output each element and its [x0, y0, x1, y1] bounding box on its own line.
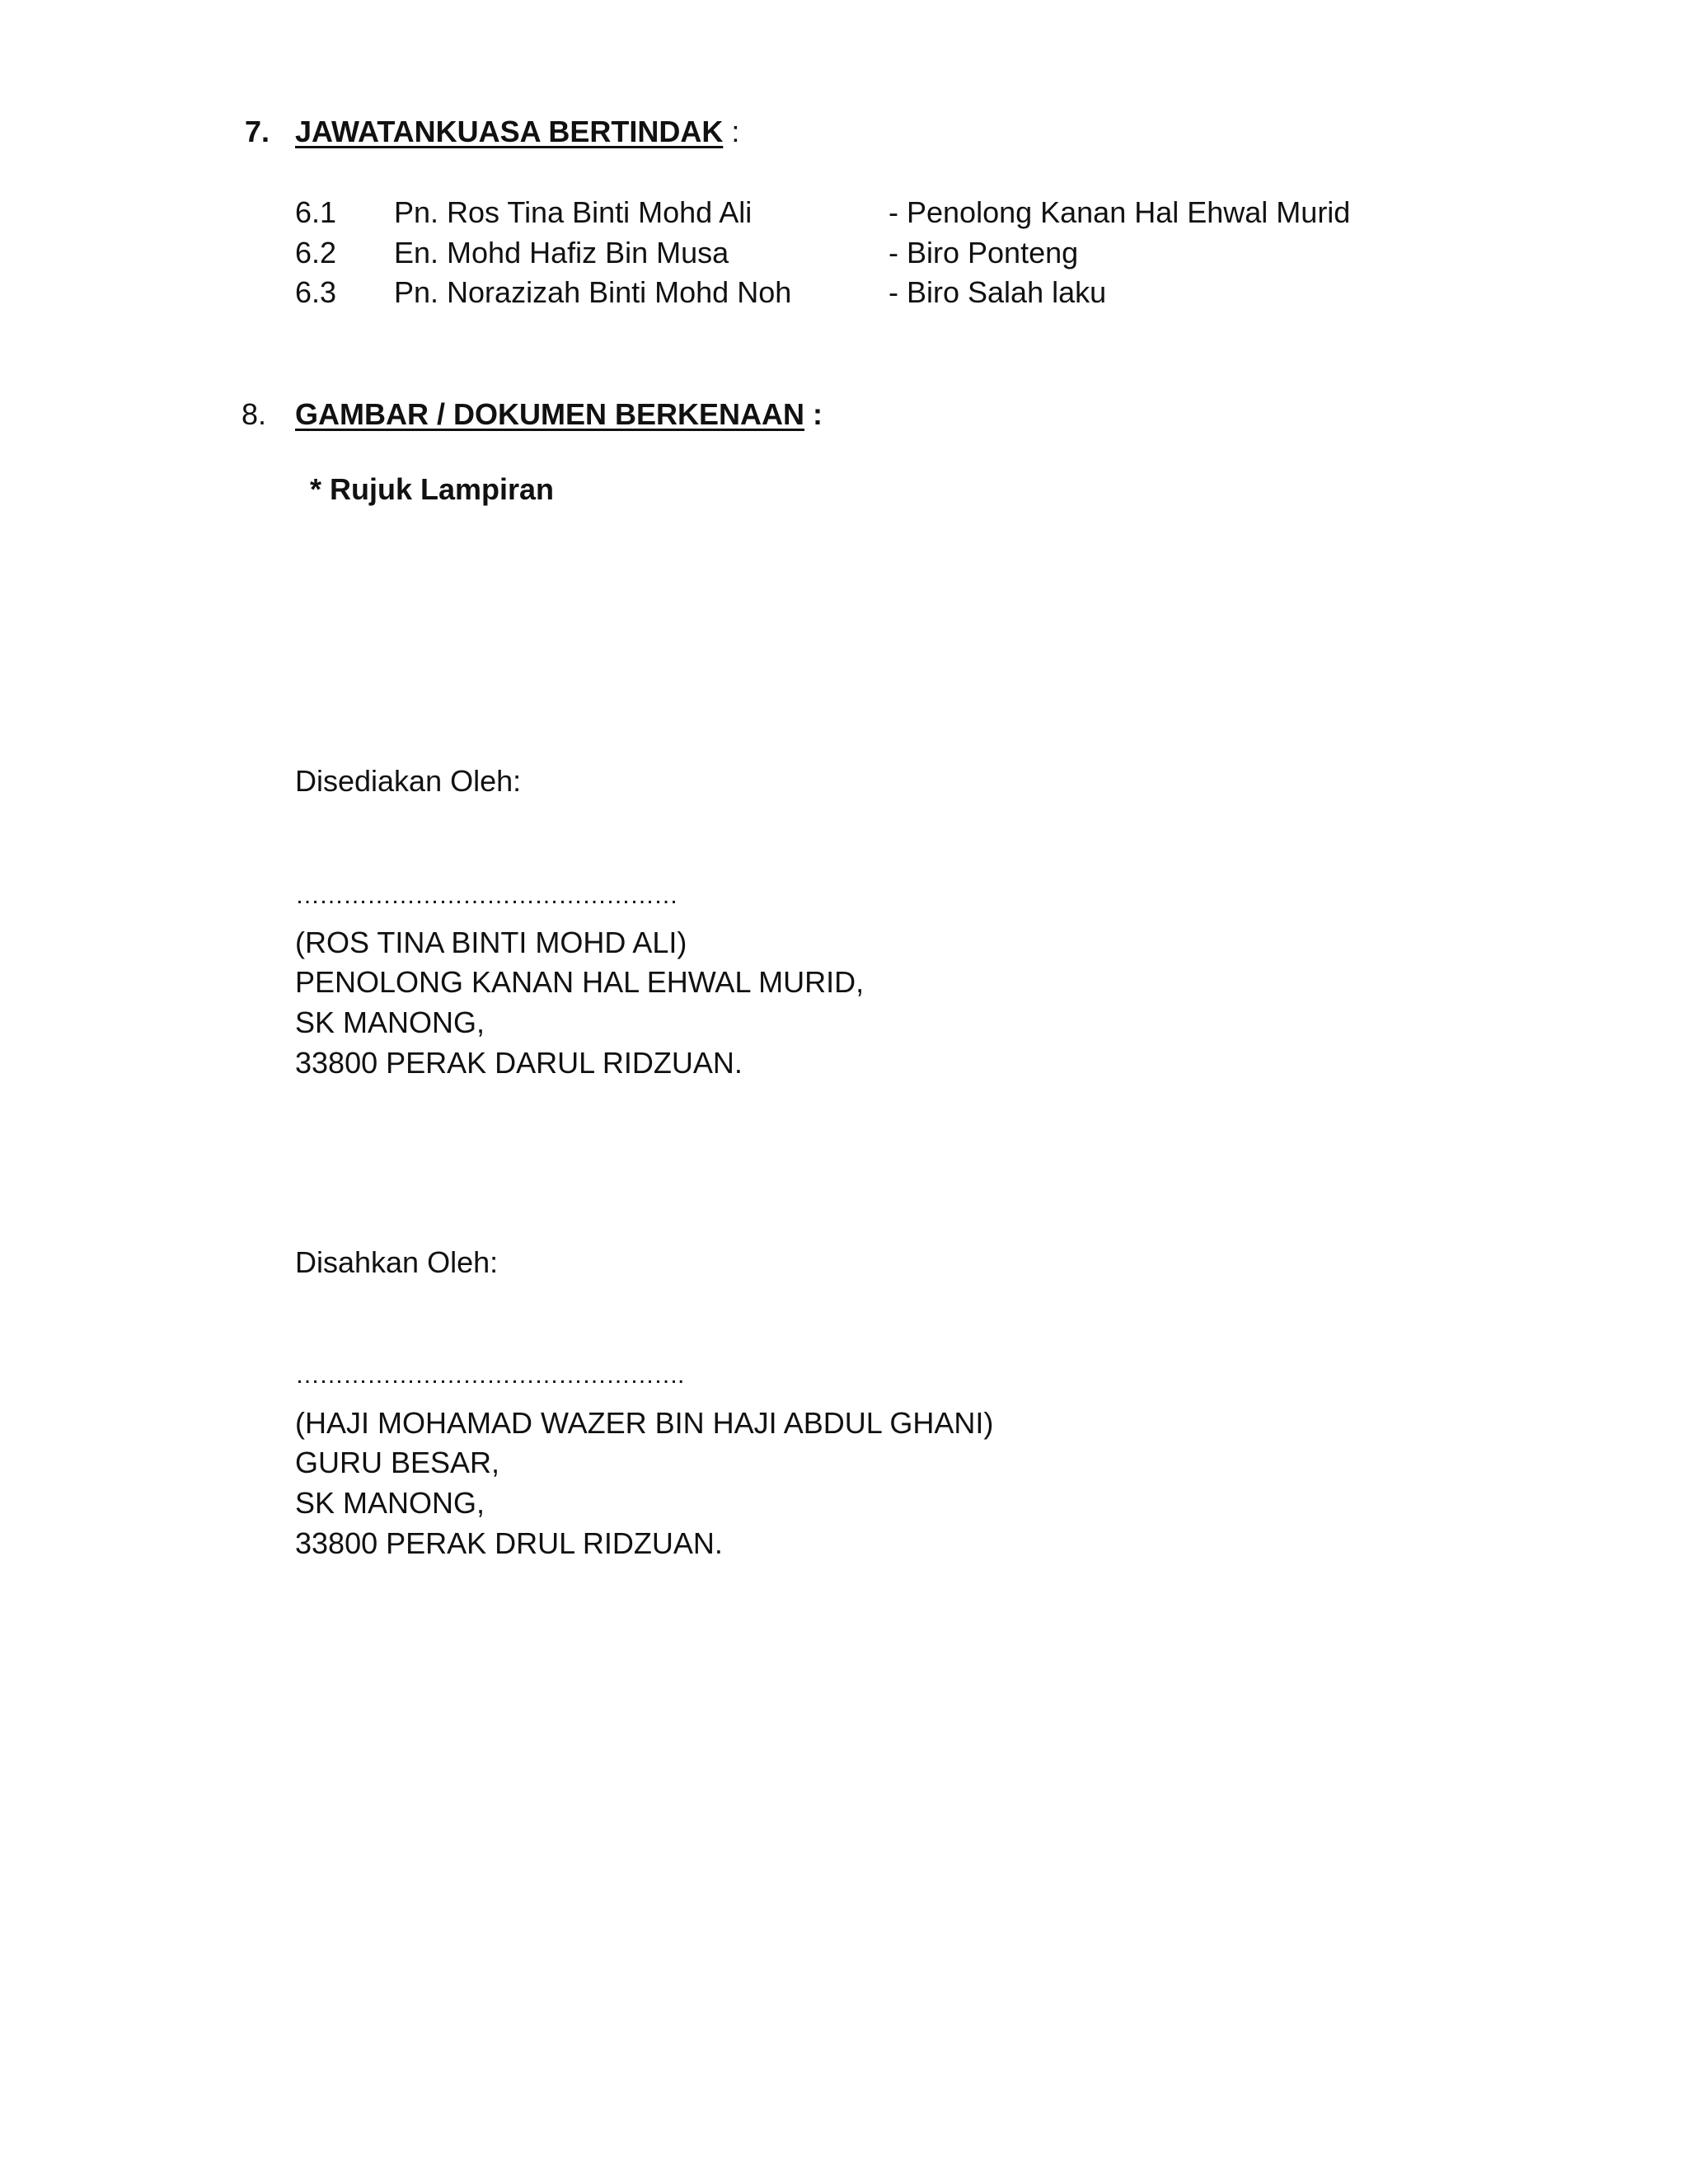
- approved-school: SK MANONG,: [295, 1486, 485, 1520]
- prepared-name: (ROS TINA BINTI MOHD ALI): [295, 926, 687, 959]
- attachment-note: * Rujuk Lampiran: [310, 472, 555, 506]
- prepared-signature-line: …………………………………………: [295, 882, 678, 909]
- section-8-number: 8.: [241, 397, 267, 431]
- member-3-number: 6.3: [295, 275, 337, 309]
- section-8-title: GAMBAR / DOKUMEN BERKENAAN: [295, 397, 804, 431]
- member-3-role: - Biro Salah laku: [889, 275, 1107, 309]
- section-7-suffix: :: [723, 115, 740, 148]
- section-8-suffix: :: [804, 397, 823, 431]
- prepared-position: PENOLONG KANAN HAL EHWAL MURID,: [295, 965, 865, 999]
- prepared-address: 33800 PERAK DARUL RIDZUAN.: [295, 1046, 743, 1080]
- member-3-name: Pn. Norazizah Binti Mohd Noh: [394, 275, 792, 309]
- approved-name: (HAJI MOHAMAD WAZER BIN HAJI ABDUL GHANI): [295, 1406, 994, 1440]
- approved-address: 33800 PERAK DRUL RIDZUAN.: [295, 1526, 723, 1560]
- prepared-by-label: Disediakan Oleh:: [295, 764, 522, 798]
- approved-position: GURU BESAR,: [295, 1446, 500, 1479]
- member-2-number: 6.2: [295, 236, 337, 269]
- member-1-role: - Penolong Kanan Hal Ehwal Murid: [889, 195, 1351, 229]
- member-1-number: 6.1: [295, 195, 337, 229]
- section-7-number: 7.: [245, 115, 270, 148]
- approved-signature-line: ………………………………………….: [295, 1361, 684, 1389]
- section-8-heading: [295, 397, 823, 431]
- member-2-role: - Biro Ponteng: [889, 236, 1079, 269]
- member-2-name: En. Mohd Hafiz Bin Musa: [394, 236, 729, 269]
- section-7-heading: [295, 117, 739, 147]
- section-7-title: JAWATANKUASA BERTINDAK: [295, 115, 724, 148]
- approved-by-label: Disahkan Oleh:: [295, 1245, 499, 1279]
- member-1-name: Pn. Ros Tina Binti Mohd Ali: [394, 195, 753, 229]
- prepared-school: SK MANONG,: [295, 1005, 485, 1039]
